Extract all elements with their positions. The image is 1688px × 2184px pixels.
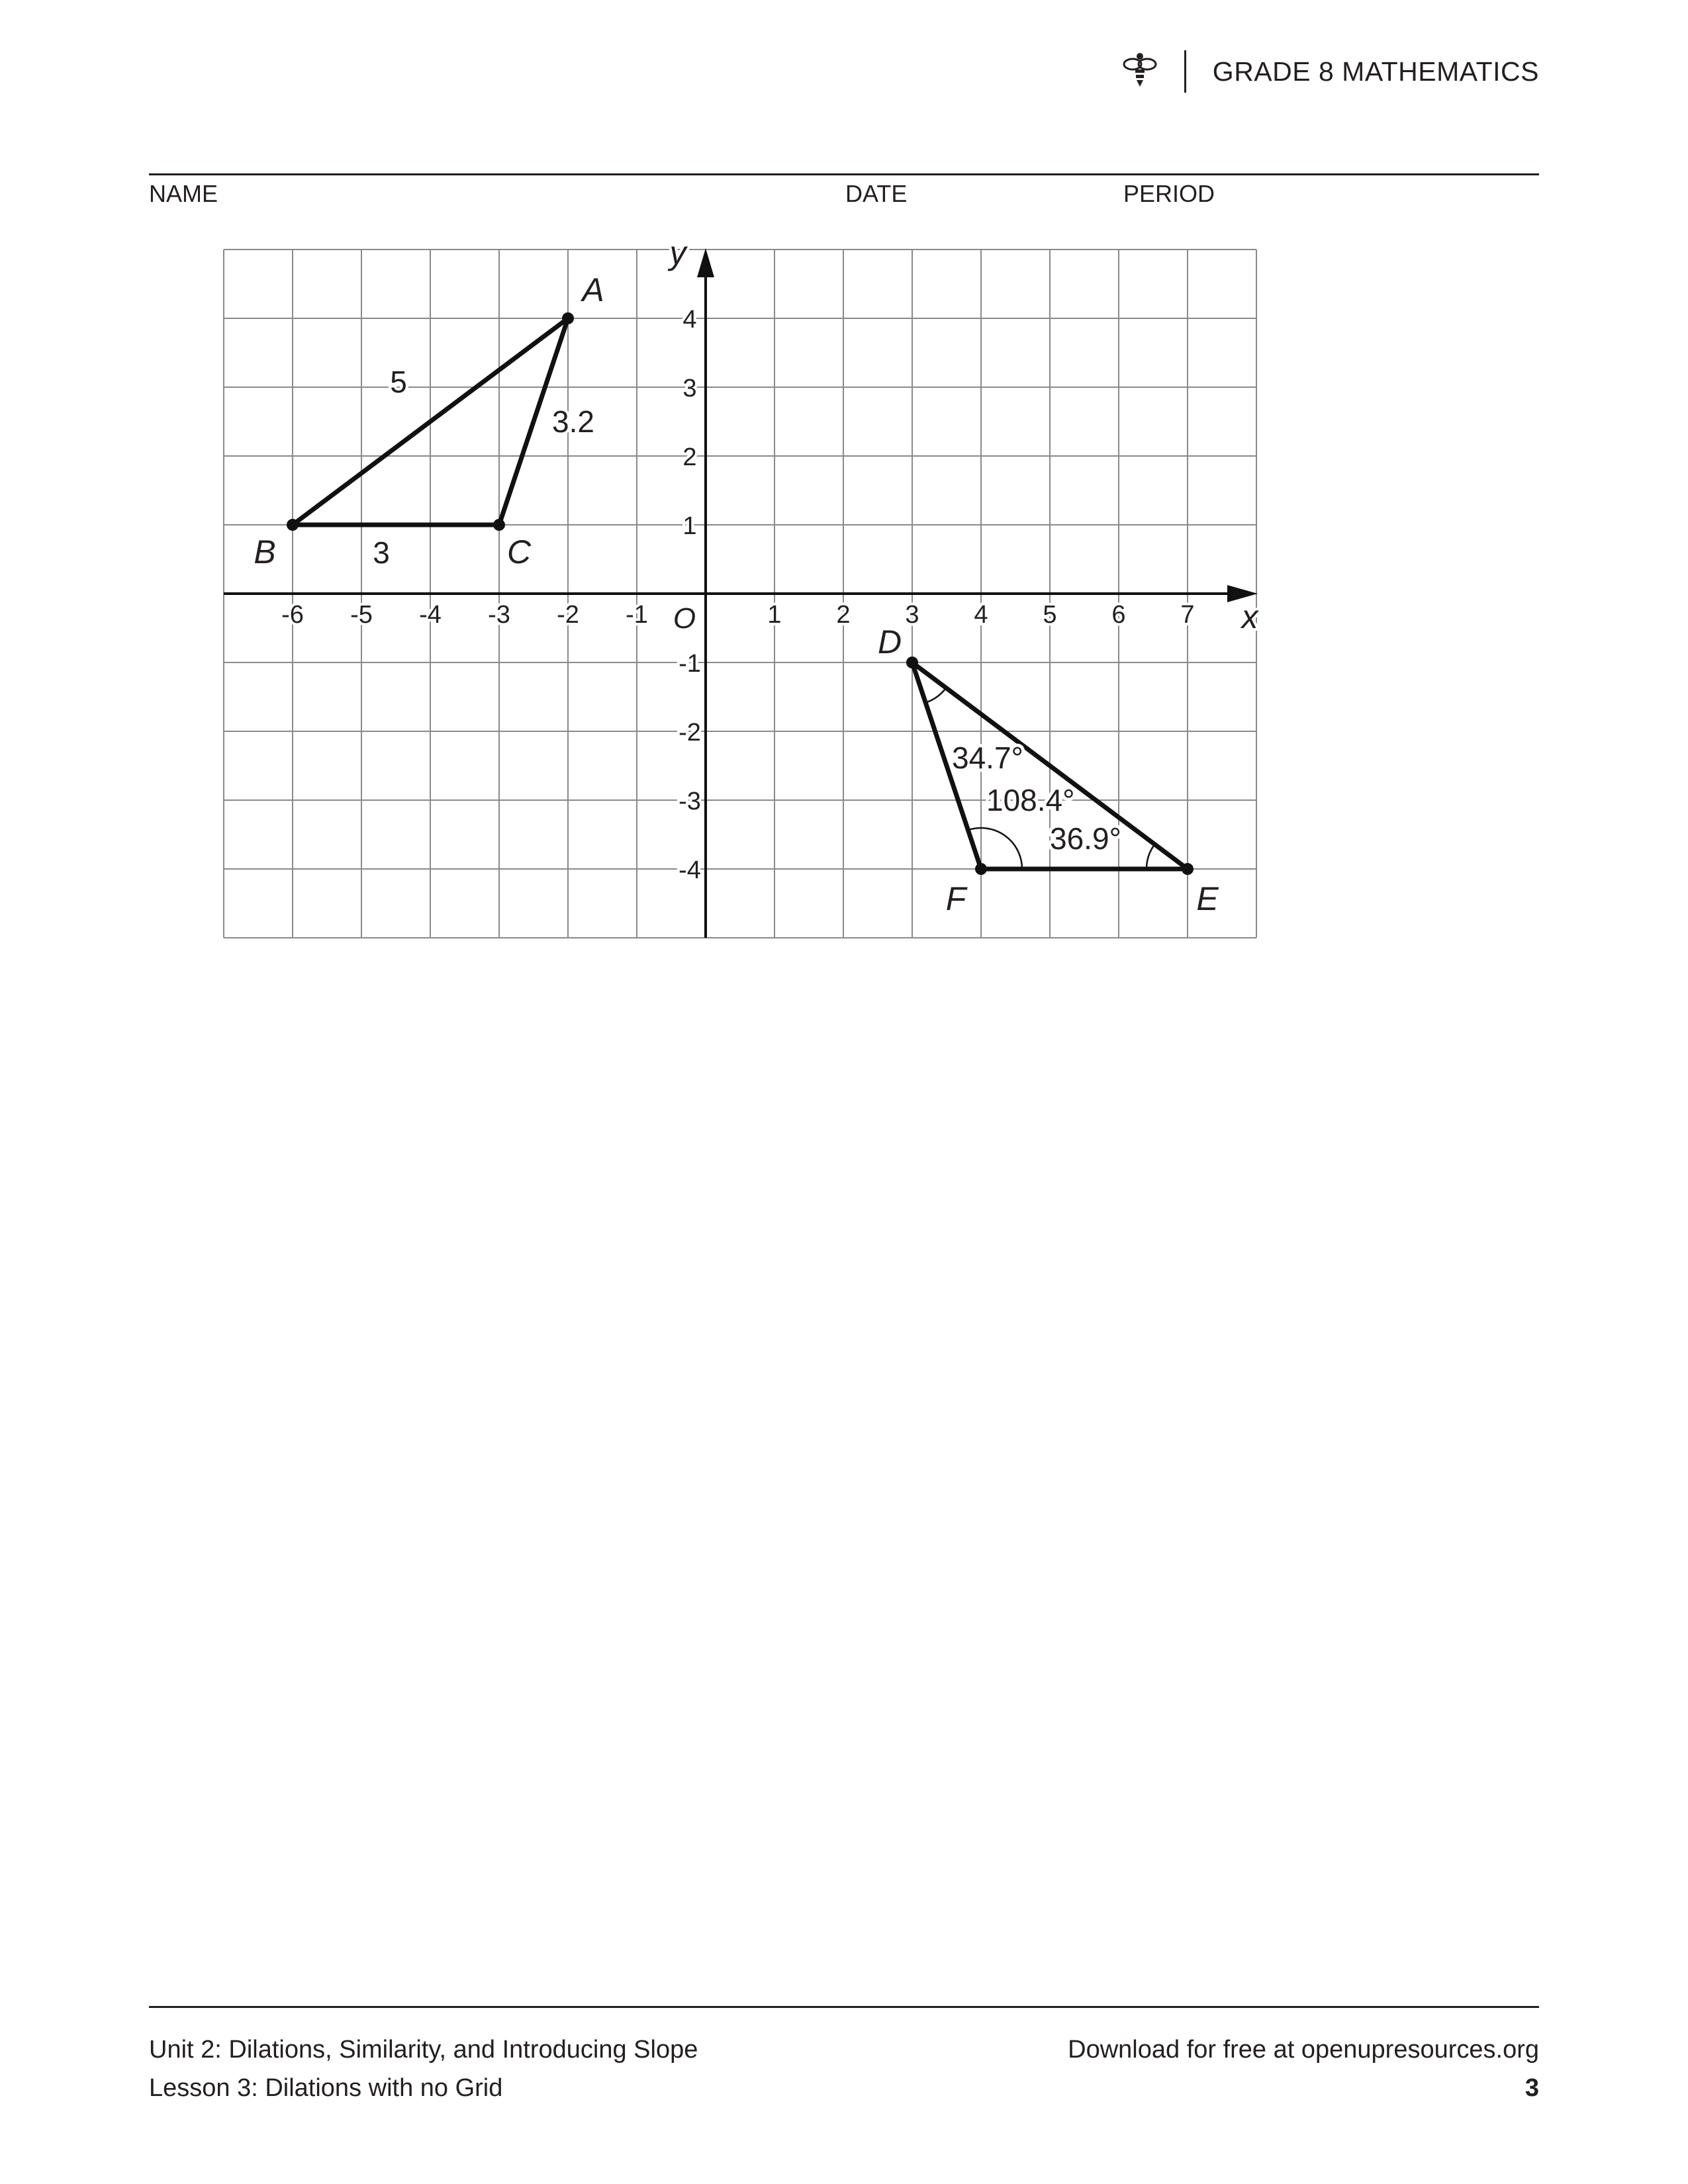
page-header (1118, 48, 1539, 95)
x-tick-label: -1 (626, 601, 648, 629)
x-tick-label: 6 (1111, 601, 1126, 629)
side-label-bc: 3 (373, 535, 390, 570)
x-tick-label: 1 (767, 601, 782, 629)
vertex-f (975, 863, 987, 875)
coordinate-plane-figure (218, 238, 1271, 960)
angle-label-e: 36.9° (1050, 821, 1121, 856)
x-tick-label: -3 (488, 601, 510, 629)
y-tick-label: 4 (682, 306, 697, 334)
vertex-c (493, 519, 505, 531)
vertex-d (906, 657, 918, 668)
y-tick-label: -1 (679, 650, 701, 678)
vertex-a (562, 312, 574, 324)
x-tick-label: 2 (836, 601, 851, 629)
x-tick-label: -6 (281, 601, 304, 629)
angle-label-d: 34.7° (952, 741, 1023, 775)
x-tick-label: 5 (1043, 601, 1057, 629)
bee-icon (1118, 50, 1162, 93)
y-tick-label: 3 (682, 375, 697, 402)
lesson-title: Lesson 3: Dilations with no Grid (149, 2074, 503, 2102)
x-tick-label: 7 (1180, 601, 1195, 629)
side-label-ac: 3.2 (552, 404, 594, 439)
angle-arc-e (1147, 844, 1154, 869)
page-number: 3 (1524, 2074, 1539, 2102)
angle-label-f: 108.4° (986, 783, 1075, 817)
name-label: NAME (149, 180, 218, 207)
vertex-label-c: C (506, 533, 532, 570)
x-tick-label: -5 (350, 601, 373, 629)
y-tick-label: 2 (682, 443, 697, 471)
y-tick-label: -2 (679, 719, 701, 747)
bottom-rule (149, 2006, 1539, 2008)
x-tick-label: 3 (905, 601, 919, 629)
y-tick-label: -4 (679, 856, 701, 884)
side-label-ab: 5 (390, 365, 407, 399)
vertex-e (1182, 863, 1194, 875)
vertex-label-d: D (877, 623, 902, 660)
period-label: PERIOD (1123, 180, 1215, 207)
download-link-text[interactable]: Download for free at openupresources.org (1068, 2036, 1539, 2064)
y-axis-arrow (697, 248, 714, 277)
y-tick-label: 1 (682, 512, 697, 540)
y-tick-label: -3 (679, 788, 701, 815)
x-tick-label: 4 (974, 601, 988, 629)
date-label: DATE (845, 180, 908, 207)
x-tick-label: -4 (419, 601, 442, 629)
top-rule (149, 173, 1539, 175)
course-title: GRADE 8 MATHEMATICS (1212, 56, 1539, 87)
x-tick-label: -2 (557, 601, 579, 629)
vertex-label-f: F (945, 880, 966, 917)
unit-title: Unit 2: Dilations, Similarity, and Introducing Slope (149, 2036, 698, 2064)
origin-label: O (673, 602, 696, 635)
angle-arc-d (925, 688, 946, 702)
vertex-b (287, 519, 299, 531)
vertex-label-e: E (1196, 880, 1219, 917)
header-divider (1184, 50, 1186, 93)
x-axis-label: x (1241, 598, 1258, 635)
vertex-label-a: A (582, 271, 604, 308)
y-axis-label: y (669, 238, 686, 271)
vertex-label-b: B (254, 533, 276, 570)
